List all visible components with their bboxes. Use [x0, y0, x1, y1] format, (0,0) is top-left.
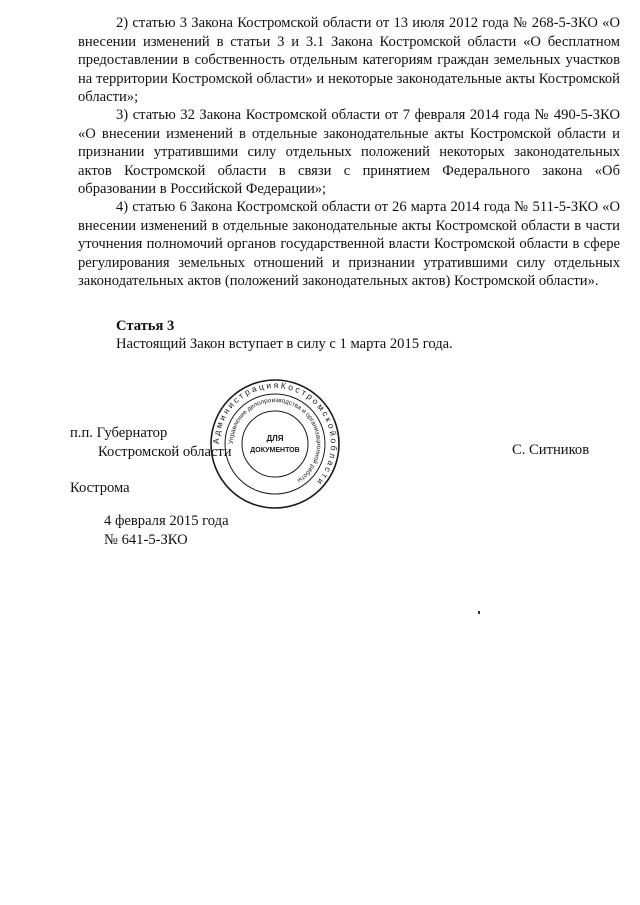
repeal-item-4: 4) статью 6 Закона Костромской области от 26 марта 2014 года № 511-5-ЗКО «О внесении изменений в отдельные законодательные акты Костромской области в части уточнения полномочий органов государственной власти Костромской области в сфере регулирования земельных отношений и признании утратившими силу отдельных законодательных актов (положений законодательных актов) Костромской области».: [78, 199, 620, 290]
signature-position: п.п. Губернатор: [70, 425, 168, 441]
article-3-text: Настоящий Закон вступает в силу с 1 марта 2015 года.: [116, 336, 453, 352]
stamp-inner-text: Управление делопроизводства и организационной работы: [227, 396, 323, 485]
repeal-item-2: 2) статью 3 Закона Костромской области от 13 июля 2012 года № 268-5-ЗКО «О внесении изменений в статьи 3 и 3.1 Закона Костромской области «О бесплатном предоставлении в собственность отдельным категориям граждан земельных участков на территории Костромской области» и некоторые законодательные акты Костромской области»;: [78, 15, 620, 106]
stamp-outer-text: А д м и н и с т р а ц и я К о с т р о м с к о й о б л а с т и: [210, 379, 340, 487]
signer-name: С. Ситников: [512, 442, 590, 458]
article-3-title: Статья 3: [116, 318, 175, 334]
date-block: [104, 512, 229, 549]
signature-region: Костромской области: [98, 443, 232, 460]
city-name: Кострома: [70, 480, 130, 496]
official-stamp-icon: [209, 378, 341, 510]
repeal-item-3: 3) статью 32 Закона Костромской области от 7 февраля 2014 года № 490-5-ЗКО «О внесении изменений в отдельные законодательные акты Костромской области и признании утратившими силу отдельных положений некоторых законодательных актов Костромской области в связи с принятием Федерального закона «Об образовании в Российской Федерации»;: [78, 107, 620, 198]
stamp-center-line1: ДЛЯ: [266, 434, 284, 443]
scan-speck: [478, 611, 480, 614]
stamp-center-line2: ДОКУМЕНТОВ: [250, 447, 300, 454]
law-number: № 641-5-ЗКО: [104, 531, 188, 548]
law-date: 4 февраля 2015 года: [104, 513, 229, 529]
signature-block: [70, 424, 232, 461]
